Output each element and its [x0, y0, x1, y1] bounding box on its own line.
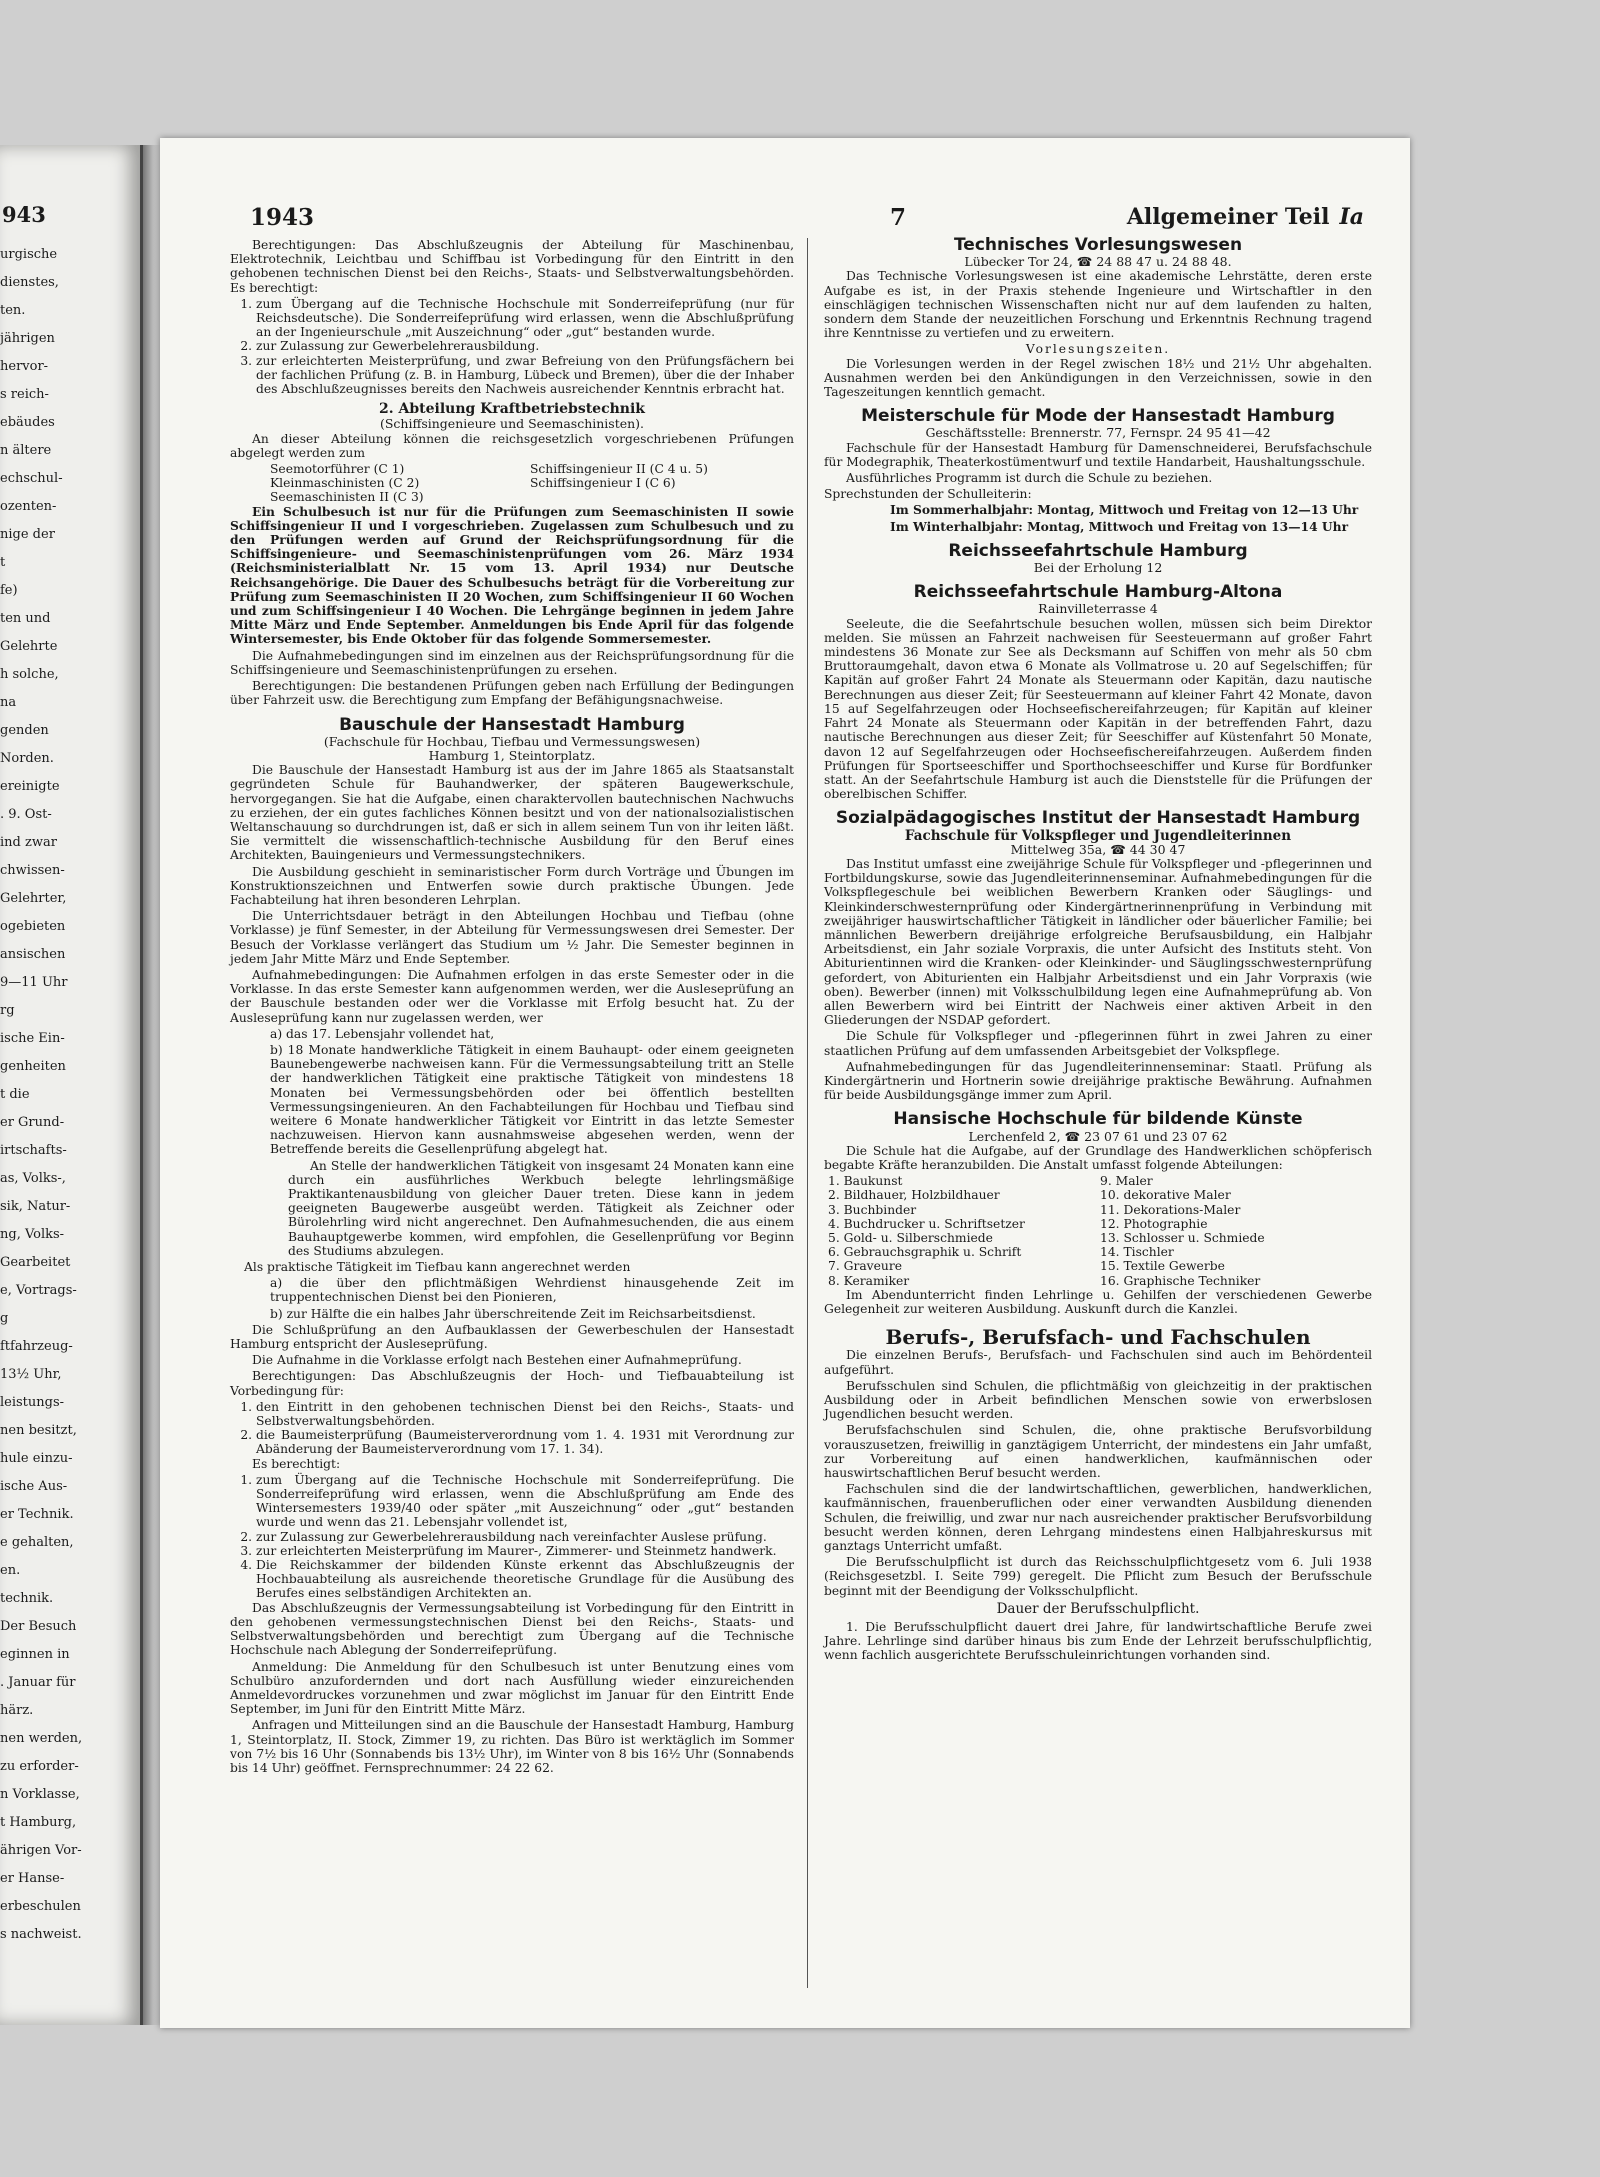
paragraph: An Stelle der handwerklichen Tätigkeit von insgesamt 24 Monaten kann eine durch ein ausführliches Werkbuch belegte lehrlingsmäßige Praktikantenausbildung von gleicher Dauer treten. Diese kann in jedem geeigneten Baugewerbe ausgeübt werden. Tätigkeit als Zeichner oder Bürolehrling wird nicht angerechnet. Den Aufnahmesuchenden, die aus einem Bauhauptgewerbe kommen, wird empfohlen, die Gesellenprüfung vor Beginn des Studiums abzulegen.	[288, 1158, 794, 1258]
paragraph: 1. Die Berufsschulpflicht dauert drei Jahre, für landwirtschaftliche Berufe zwei Jahre. Lehrlinge sind darüber hinaus bis zum Ende der Lehrzeit berufsschulpflichtig, wenn fachlich ausgerichtete Berufsschuleinrichtungen vorhanden sind.	[824, 1620, 1372, 1663]
section-subheading: (Fachschule für Hochbau, Tiefbau und Vermessungswesen)	[323, 733, 701, 749]
fragment-line: genden	[0, 723, 49, 738]
fragment-line: t Hamburg,	[0, 1815, 77, 1830]
fragment-line: ische Ein-	[0, 1031, 65, 1046]
paragraph: Das Abschlußzeugnis der Vermessungsabteilung ist Vorbedingung für den Eintritt in den gehobenen vermessungstechnischen Dienst bei den Reichs-, Staats- und Selbstverwaltungsbehörden und berechtigt zum Übergang auf die Technische Hochschule nach Ablegung der Sonderreifeprüfung.	[230, 1600, 794, 1658]
fragment-line: n ältere	[0, 443, 52, 458]
address: Geschäftsstelle: Brennerstr. 77, Fernspr. 24 95 41—42	[925, 425, 1271, 441]
paragraph: Im Abendunterricht finden Lehrlinge u. Gehilfen der verschiedenen Gewerbe Gelegenheit zur weiteren Ausbildung. Auskunft durch die Kanzlei.	[824, 1287, 1372, 1317]
paragraph: Ein Schulbesuch ist nur für die Prüfungen zum Seemaschinisten II sowie Schiffsingenieur II und I vorgeschrieben. Zugelassen zum Schulbesuch und zu den Prüfungen werden auf Grund der Reichsprüfungsordnung für die Schiffsingenieure- und Seemaschinistenprüfungen vom 26. März 1934 (Reichsministerialblatt Nr. 15 vom 13. April 1934) nur Deutsche Reichsangehörige. Die Dauer des Schulbesuchs beträgt für die Vorbereitung zur Prüfung zum Seemaschinisten II 20 Wochen, zum Schiffsingenieur II 60 Wochen und zum Schiffsingenieur I 40 Wochen. Die Lehrgänge beginnen in jedem Jahre Mitte März und Ende September. Anmeldungen bis Ende April für das folgende Wintersemester, bis Ende Oktober für das folgende Sommersemester.	[230, 503, 794, 647]
fragment-line: en.	[0, 1563, 21, 1578]
address: Mittelweg 35a, ☎ 44 30 47	[1010, 841, 1186, 857]
fragment-line: t die	[0, 1087, 30, 1102]
list-item: a) die über den pflichtmäßigen Wehrdienst hinausgehende Zeit im truppentechnischen Dienst bei den Pionieren,	[270, 1276, 794, 1305]
address: Lübecker Tor 24, ☎ 24 88 47 u. 24 88 48.	[964, 254, 1232, 270]
office-hours: Im Winterhalbjahr: Montag, Mittwoch und Freitag von 13—14 Uhr	[890, 518, 1349, 534]
list-item: b) 18 Monate handwerkliche Tätigkeit in einem Bauhaupt- oder einem geeigneten Baunebengewerbe nachweisen kann. Für die Vermessungsabteilung tritt an Stelle der handwerklichen Tätigkeit eine praktische Tätigkeit von mindestens 18 Monaten bei Vermessungsbehörden oder bei öffentlich bestellten Vermessungsingenieuren. An den Fachabteilungen für Hochbau und Tiefbau sind weitere 6 Monate handwerklicher Tätigkeit vor Eintritt in das letzte Semester nachzuweisen. Hiervon kann ausnahmsweise abgesehen werden, wenn der Betreffende bereits die Gesellenprüfung abgelegt hat.	[270, 1042, 794, 1157]
department-item: 11. Dekorations-Maler	[1100, 1202, 1241, 1217]
office-hours: Im Sommerhalbjahr: Montag, Mittwoch und Freitag von 12—13 Uhr	[890, 502, 1359, 518]
section-heading: 2. Abteilung Kraftbetriebstechnik	[379, 401, 645, 418]
address: Rainvilleterrasse 4	[1038, 601, 1158, 617]
paragraph: Das Technische Vorlesungswesen ist eine akademische Lehrstätte, deren erste Aufgabe es ist, in der Praxis stehende Ingenieure und Wirtschaftler in den einschlägigen technischen Wissenschaften nicht nur auf dem laufenden zu halten, sondern dem Stande der neuzeitlichen Forschung und Erkenntnis Rechnung tragend ihre Kenntnisse zu vertiefen und zu erweitern.	[824, 269, 1372, 341]
fragment-line: ozenten-	[0, 499, 57, 514]
subheading: Vorlesungszeiten.	[1025, 342, 1171, 357]
fragment-line: ftfahrzeug-	[0, 1339, 73, 1354]
exam-item: Schiffsingenieur II (C 4 u. 5)	[530, 462, 708, 477]
department-item: 16. Graphische Techniker	[1100, 1273, 1261, 1288]
fragment-line: 13½ Uhr,	[0, 1367, 62, 1382]
fragment-line: ische Aus-	[0, 1479, 68, 1494]
fragment-line: . Januar für	[0, 1675, 76, 1690]
list-item: 3. zur erleichterten Meisterprüfung im Maurer-, Zimmerer- und Steinmetz handwerk.	[256, 1544, 794, 1558]
list-item: a) das 17. Lebensjahr vollendet hat,	[270, 1026, 495, 1041]
section-title: Allgemeiner Teil Ia	[1126, 204, 1364, 230]
fragment-line: ten.	[0, 303, 26, 318]
paragraph: Berechtigungen: Die bestandenen Prüfungen geben nach Erfüllung der Bedingungen über Fahrzeit usw. die Berechtigung zum Empfang der Befähigungsnachweise.	[230, 679, 794, 708]
paragraph: Seeleute, die die Seefahrtschule besuchen wollen, müssen sich beim Direktor melden. Sie müssen an Fahrzeit nachweisen für Seesteuermann auf großer Fahrt mindestens 36 Monate zur See als Decksmann auf Schiffen von mehr als 50 cbm Bruttoraumgehalt, davon etwa 6 Monate als Vollmatrose u. 20 auf Segelschiffen; für Kapitän auf großer Fahrt 24 Monate als Steuermann oder Kapitän, dazu nautische Berechnungen aus dieser Zeit; für Seesteuermann auf kleiner Fahrt 42 Monate, davon 15 auf Segelfahrzeugen oder Hochseefischereifahrzeugen; für Kapitän auf kleiner Fahrt 24 Monate als Steuermann oder Kapitän in der betreffenden Fahrt, dazu nautische Berechnungen aus dieser Zeit; für Seeschiffer auf Küstenfahrt 50 Monate, davon 12 auf Segelfahrzeugen oder Hochseefischereifahrzeugen. Außerdem finden Prüfungen für Sportseeschiffer und Sporthochseeschiffer und Kurse für Bordfunker statt. An der Seefahrtschule Hamburg ist auch die Dienststelle für die Prüfungen der oberelbischen Schiffer.	[824, 616, 1372, 802]
list-item: 2. zur Zulassung zur Gewerbelehrerausbildung.	[256, 339, 794, 353]
fragment-line: sik, Natur-	[0, 1199, 71, 1214]
paragraph: Die Schule für Volkspfleger und -pflegerinnen führt in zwei Jahren zu einer staatlichen Prüfung auf dem umfassenden Arbeitsgebiet der Volkspflege.	[824, 1029, 1372, 1058]
fragment-line: 9—11 Uhr	[0, 975, 68, 990]
fragment-line: eginnen in	[0, 1647, 70, 1662]
department-item: 2. Bildhauer, Holzbildhauer	[828, 1188, 1000, 1203]
adjacent-page-year: 943	[2, 202, 46, 227]
fragment-line: leistungs-	[0, 1395, 65, 1410]
page-header	[250, 204, 1364, 234]
department-item: 1. Baukunst	[828, 1174, 903, 1189]
fragment-line: . 9. Ost-	[0, 807, 52, 822]
list-item: 4. Die Reichskammer der bildenden Künste erkennt das Abschlußzeugnis der Hochbauabteilung als ausreichende theoretische Grundlage für die Ausübung des Berufes eines selbständigen Architekten an.	[256, 1558, 794, 1601]
exam-item: Kleinmaschinisten (C 2)	[270, 476, 420, 491]
list-item: 1. den Eintritt in den gehobenen technischen Dienst bei den Reichs-, Staats- und Selbstverwaltungsbehörden.	[256, 1400, 794, 1428]
department-item: 10. dekorative Maler	[1100, 1188, 1231, 1203]
section-heading: Sozialpädagogisches Institut der Hansestadt Hamburg	[835, 808, 1361, 829]
fragment-line: ogebieten	[0, 919, 66, 934]
fragment-line: h solche,	[0, 667, 59, 682]
fragment-line: chwissen-	[0, 863, 65, 878]
paragraph: Die Ausbildung geschieht in seminaristischer Form durch Vorträge und Übungen im Konstruktionszeichnen und Entwerfen sowie durch praktische Übungen. Jede Fachabteilung hat ihren besonderen Lehrplan.	[230, 864, 794, 907]
section-heading: Meisterschule für Mode der Hansestadt Hamburg	[861, 406, 1335, 427]
fragment-line: n Vorklasse,	[0, 1787, 80, 1802]
paragraph: Die Schlußprüfung an den Aufbauklassen der Gewerbeschulen der Hansestadt Hamburg entspricht der Ausleseprüfung.	[230, 1322, 794, 1352]
paragraph: Die Berufsschulpflicht ist durch das Reichsschulpflichtgesetz vom 6. Juli 1938 (Reichsgesetzbl. I. Seite 799) geregelt. Die Pflicht zum Besuch der Berufsschule beginnt mit der Beendigung der Volksschulpflicht.	[824, 1555, 1372, 1598]
paragraph: Das Institut umfasst eine zweijährige Schule für Volkspfleger und -pflegerinnen und Fortbildungskurse, sowie das Jugendleiterinnenseminar. Aufnahmebedingungen für die Volkspflegeschule bei weiblichen Bewerbern Kranken oder Säuglings- und Kleinkinderschwesternprüfung oder Kindergärtnerinnenprüfung in Verbindung mit zweijähriger hauswirtschaftlicher Tätigkeit in ländlicher oder bäuerlicher Familie; bei männlichen Bewerbern dreijährige erfolgreiche Berufsausbildung, ein Halbjahr Arbeitsdienst, ein Jahr soziale Vorpraxis, die unter Aufsicht des Instituts steht. Von Abiturientinnen wird die Kranken- oder Kleinkinder- und Säuglingsschwesternprüfung gefordert, von Abiturienten ein Halbjahr Arbeitsdienst und ein Jahr Vorpraxis (wie oben). Bewerber (innen) mit Volksschulbildung legen eine Aufnahmeprüfung ab. Von allen Bewerbern wird bei Eintritt der Nachweis einer aktiven Arbeit in den Gliederungen der NSDAP gefordert.	[824, 856, 1372, 1028]
department-item: 12. Photographie	[1100, 1216, 1208, 1231]
fragment-line: jährigen	[0, 331, 55, 346]
fragment-line: Gelehrter,	[0, 891, 67, 906]
paragraph: Berechtigungen: Das Abschlußzeugnis der Abteilung für Maschinenbau, Elektrotechnik, Leichtbau und Schiffbau ist Vorbedingung für den Eintritt in den gehobenen technischen Dienst bei den Reichs-, Staats- und Selbstverwaltungsbehörden. Es berechtigt:	[230, 238, 794, 295]
fragment-line: ten und	[0, 611, 51, 626]
exam-item: Seemotorführer (C 1)	[270, 462, 405, 477]
entitlement-list	[230, 1473, 794, 1601]
paragraph: Die Schule hat die Aufgabe, auf der Grundlage des Handwerklichen schöpferisch begabte Kräfte heranzubilden. Die Anstalt umfasst folgende Abteilungen:	[824, 1143, 1372, 1172]
department-item: 15. Textile Gewerbe	[1100, 1259, 1225, 1274]
section-heading: Bauschule der Hansestadt Hamburg	[339, 714, 685, 735]
paragraph: Anfragen und Mitteilungen sind an die Bauschule der Hansestadt Hamburg, Hamburg 1, Steintorplatz, II. Stock, Zimmer 19, zu richten. Das Büro ist werktäglich im Sommer von 7½ bis 16 Uhr (Sonnabends bis 13½ Uhr), im Winter von 8 bis 16½ Uhr (Sonnabends bis 14 Uhr) geöffnet. Fernsprechnummer: 24 22 62.	[230, 1718, 794, 1775]
section-subheading: Fachschule für Volkspfleger und Jugendleiterinnen	[904, 827, 1292, 844]
address: Bei der Erholung 12	[1033, 560, 1163, 576]
department-item: 14. Tischler	[1100, 1245, 1174, 1260]
fragment-line: ährigen Vor-	[0, 1843, 82, 1858]
department-item: 3. Buchbinder	[828, 1202, 917, 1217]
list-item: b) zur Hälfte die ein halbes Jahr überschreitende Zeit im Reichsarbeitsdienst.	[270, 1306, 756, 1321]
fragment-line: rg	[0, 1003, 15, 1018]
fragment-line: e, Vortrags-	[0, 1283, 77, 1298]
paragraph: Aufnahmebedingungen für das Jugendleiterinnenseminar: Staatl. Prüfung als Kindergärtnerin und Hortnerin sowie dreijährige praktische Bewährung. Aufnahmen für beide Ausbildungsgänge immer zum April.	[824, 1059, 1372, 1103]
fragment-line: fe)	[0, 583, 18, 598]
fragment-line: ereinigte	[0, 779, 60, 794]
department-item: 9. Maler	[1100, 1174, 1153, 1189]
fragment-line: e gehalten,	[0, 1535, 74, 1550]
fragment-line: ebäudes	[0, 415, 55, 430]
paragraph: Die Unterrichtsdauer beträgt in den Abteilungen Hochbau und Tiefbau (ohne Vorklasse) je fünf Semester, in der Abteilung für Vermessungswesen drei Semester. Der Besuch der Vorklasse verlängert das Studium um ½ Jahr. Die Semester beginnen in jedem Jahr Mitte März und Ende September.	[230, 909, 794, 966]
fragment-line: nen besitzt,	[0, 1423, 77, 1438]
fragment-line: Norden.	[0, 751, 54, 766]
department-item: 6. Gebrauchsgraphik u. Schrift	[828, 1245, 1022, 1260]
subheading: Dauer der Berufsschulpflicht.	[996, 1600, 1200, 1617]
paragraph: Sprechstunden der Schulleiterin:	[824, 487, 1032, 502]
department-item: 8. Keramiker	[828, 1273, 910, 1288]
column-separator	[807, 238, 808, 1988]
department-item: 5. Gold- u. Silberschmiede	[828, 1231, 993, 1245]
section-heading: Hansische Hochschule für bildende Künste	[893, 1109, 1303, 1130]
fragment-line: zu erforder-	[0, 1759, 79, 1774]
paragraph: Die Bauschule der Hansestadt Hamburg ist aus der im Jahre 1865 als Staatsanstalt gegründeten Schule für Bauhandwerker, der späteren Baugewerkschule, hervorgegangen. Sie hat die Aufgabe, einen charaktervollen bautechnischen Nachwuchs zu erziehen, der ein gutes fachliches Können besitzt und von der nationalsozialistischen Weltanschauung so durchdrungen ist, daß er sich in allem seinem Tun von ihr leiten läßt. Sie vermittelt die wissenschaftlich-technische Ausbildung für den Beruf eines Architekten, Bauingenieurs und Vermessungstechnikers.	[230, 763, 794, 863]
address: Hamburg 1, Steintorplatz.	[428, 747, 596, 763]
header-year: 1943	[250, 204, 315, 231]
department-list	[824, 1174, 1372, 1288]
fragment-line: ind zwar	[0, 835, 57, 850]
fragment-line: er Grund-	[0, 1115, 65, 1130]
fragment-line: Gelehrte	[0, 639, 58, 654]
department-item: 13. Schlosser u. Schmiede	[1100, 1231, 1265, 1245]
fragment-line: urgische	[0, 247, 58, 262]
paragraph: Es berechtigt:	[252, 1456, 341, 1471]
fragment-line: s nachweist.	[0, 1927, 82, 1942]
fragment-line: hervor-	[0, 359, 49, 374]
fragment-line: hule einzu-	[0, 1451, 73, 1466]
exam-item: Schiffsingenieur I (C 6)	[530, 476, 676, 491]
paragraph: Die Vorlesungen werden in der Regel zwischen 18½ und 21½ Uhr abgehalten. Ausnahmen werden bei den Ankündigungen in den Verzeichnissen, sowie in den Tageszeitungen kenntlich gemacht.	[824, 356, 1372, 400]
list-item: 1. zum Übergang auf die Technische Hochschule mit Sonderreifeprüfung. Die Sonderreifeprüfung wird erlassen, wenn die Abschlußprüfung am Ende des Wintersemesters 1939/40 oder später „mit Auszeichnung“ oder „gut“ bestanden wurde und wenn das 21. Lebensjahr vollendet ist,	[256, 1473, 794, 1530]
fragment-line: Der Besuch	[0, 1619, 77, 1634]
fragment-line: dienstes,	[0, 275, 59, 290]
fragment-line: er Hanse-	[0, 1871, 65, 1886]
list-item: 3. zur erleichterten Meisterprüfung, und zwar Befreiung von den Prüfungsfächern bei der fachlichen Prüfung (z. B. in Hamburg, Lübeck und Bremen), über die der Inhaber des Abschlußzeugnisses bereits den Nachweis ausreichender Kenntnis erbracht hat.	[256, 354, 794, 397]
department-item: 7. Graveure	[828, 1259, 902, 1274]
fragment-line: Gearbeitet	[0, 1255, 71, 1270]
prerequisite-list	[230, 1400, 794, 1457]
list-item: 2. zur Zulassung zur Gewerbelehrerausbildung nach vereinfachter Auslese prüfung.	[256, 1530, 794, 1544]
fragment-line: nige der	[0, 527, 55, 542]
paragraph: Berufsfachschulen sind Schulen, die, ohne praktische Berufsvorbildung vorauszusetzen, freiwillig in ganztägigem Unterricht, der mindestens ein Jahr umfaßt, zur Vorbereitung auf einen handwerklichen, kaufmännischen oder hauswirtschaftlichen Beruf besucht werden.	[824, 1423, 1372, 1481]
fragment-line: er Technik.	[0, 1507, 74, 1522]
section-heading: Berufs-, Berufsfach- und Fachschulen	[885, 1325, 1311, 1350]
fragment-line: härz.	[0, 1703, 34, 1718]
paragraph: Die Aufnahmebedingungen sind im einzelnen aus der Reichsprüfungsordnung für die Schiffsingenieure und Seemaschinistenprüfungen zu ersehen.	[230, 648, 794, 677]
exam-item: Seemaschinisten II (C 3)	[270, 490, 424, 505]
paragraph: Ausführliches Programm ist durch die Schule zu beziehen.	[846, 471, 1213, 486]
fragment-line: technik.	[0, 1591, 54, 1606]
fragment-line: irtschafts-	[0, 1143, 67, 1158]
paragraph: Aufnahmebedingungen: Die Aufnahmen erfolgen in das erste Semester oder in die Vorklasse. In das erste Semester kann aufgenommen werden, wer die Ausleseprüfung an der Bauschule bestanden oder wer die Vorklasse mit Erfolg besucht hat. Zu der Ausleseprüfung kann nur zugelassen werden, wer	[230, 967, 794, 1025]
paragraph: Fachschule für der Hansestadt Hamburg für Damenschneiderei, Berufsfachschule für Modegraphik, Theaterkostümentwurf und textile Handarbeit, Haushaltungsschule.	[824, 440, 1372, 469]
document-page	[160, 138, 1410, 2028]
paragraph: Berufsschulen sind Schulen, die pflichtmäßig von gleichzeitig in der praktischen Ausbildung oder in Arbeit befindlichen Menschen sowie von erwerbslosen Jugendlichen besucht werden.	[824, 1378, 1372, 1422]
paragraph: An dieser Abteilung können die reichsgesetzlich vorgeschriebenen Prüfungen abgelegt werden zum	[230, 431, 794, 460]
entitlement-list	[230, 297, 794, 396]
list-item: 1. zum Übergang auf die Technische Hochschule mit Sonderreifeprüfung (nur für Reichsdeutsche). Die Sonderreifeprüfung wird erlassen, wenn die Abschlußprüfung an der Ingenieurschule „mit Auszeichnung“ oder „gut“ bestanden wurde.	[256, 297, 794, 340]
paragraph: Fachschulen sind die der landwirtschaftlichen, gewerblichen, handwerklichen, kaufmännischen, frauenberuflichen oder einer verwandten Ausbildung dienenden Schulen, die freiwillig, und zwar nur nach ausreichender praktischer Berufsvorbildung besucht werden können, deren Lehrgang mindestens einen Halbjahreskursus mit ganztags Unterricht umfaßt.	[824, 1482, 1372, 1554]
fragment-line: erbeschulen	[0, 1899, 81, 1914]
address: Lerchenfeld 2, ☎ 23 07 61 und 23 07 62	[968, 1128, 1228, 1144]
paragraph: Die einzelnen Berufs-, Berufsfach- und Fachschulen sind auch im Behördenteil aufgeführt.	[824, 1348, 1372, 1377]
paragraph: Anmeldung: Die Anmeldung für den Schulbesuch ist unter Benutzung eines vom Schulbüro anzufordernden und dort nach Ausfüllung wieder einzureichenden Anmeldevordruckes vorzunehmen und zwar möglichst im Januar für den Eintritt Ende September, im Juni für den Eintritt Mitte März.	[230, 1659, 794, 1717]
paragraph: Berechtigungen: Das Abschlußzeugnis der Hoch- und Tiefbauabteilung ist Vorbedingung für:	[230, 1369, 794, 1398]
paragraph: Die Aufnahme in die Vorklasse erfolgt nach Bestehen einer Aufnahmeprüfung.	[252, 1353, 742, 1368]
department-item: 4. Buchdrucker u. Schriftsetzer	[828, 1216, 1025, 1231]
section-subheading: (Schiffsingenieure und Seemaschinisten).	[379, 416, 645, 432]
fragment-line: as, Volks-,	[0, 1171, 66, 1186]
fragment-line: t	[0, 555, 6, 570]
section-heading: Technisches Vorlesungswesen	[953, 235, 1243, 255]
left-column	[230, 238, 794, 1777]
exam-list	[230, 462, 794, 505]
page-number: 7	[890, 204, 907, 231]
section-heading: Reichsseefahrtschule Hamburg	[948, 540, 1248, 561]
fragment-line: na	[0, 695, 17, 710]
fragment-line: ansischen	[0, 947, 66, 962]
paragraph: Als praktische Tätigkeit im Tiefbau kann angerechnet werden	[244, 1260, 631, 1275]
section-heading: Reichsseefahrtschule Hamburg-Altona	[913, 582, 1283, 603]
fragment-line: echschul-	[0, 471, 63, 486]
list-item: 2. die Baumeisterprüfung (Baumeisterverordnung vom 1. 4. 1931 mit Verordnung zur Abänderung der Baumeisterverordnung vom 17. 1. 34).	[256, 1428, 794, 1456]
fragment-line: nen werden,	[0, 1731, 83, 1746]
fragment-line: g	[0, 1311, 9, 1326]
right-column	[824, 235, 1372, 1665]
fragment-line: ng, Volks-	[0, 1227, 65, 1242]
fragment-line: genheiten	[0, 1059, 66, 1074]
fragment-line: s reich-	[0, 387, 49, 402]
adjacent-page-fragment	[0, 145, 143, 2025]
